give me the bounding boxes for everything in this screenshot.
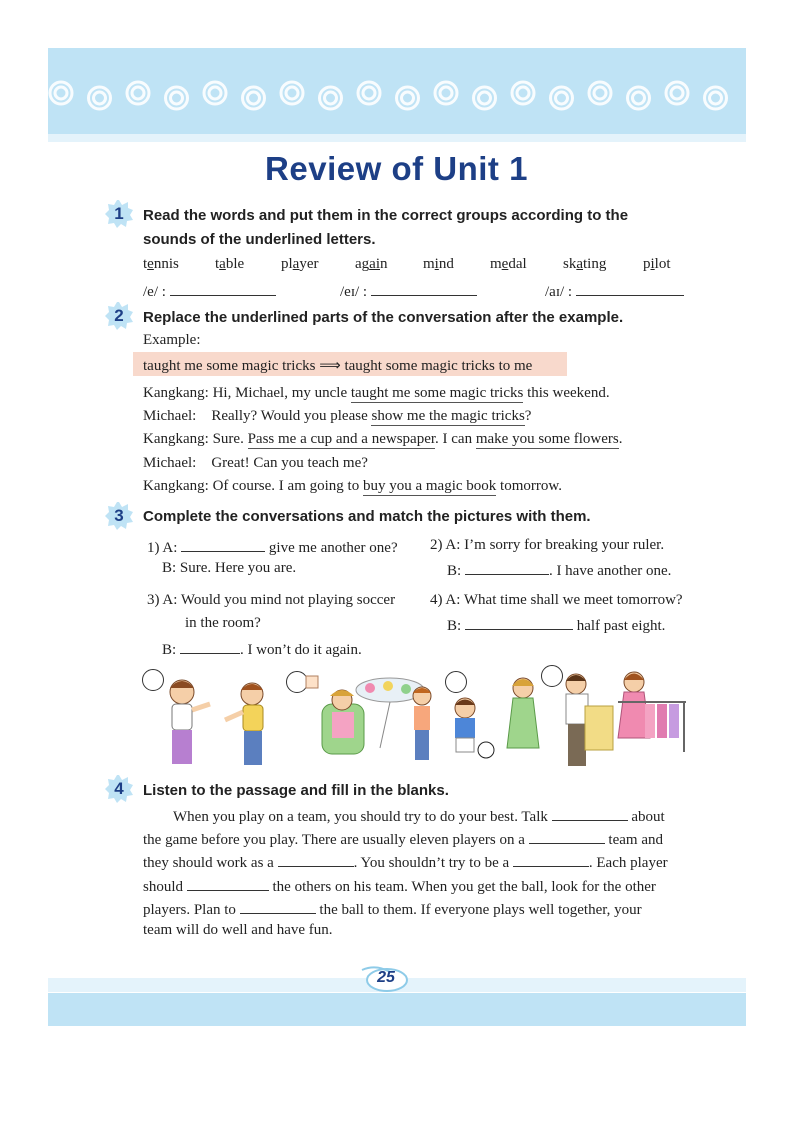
section-3-number: 3 [114,506,124,525]
passage-line-5 [143,899,642,919]
passage-blank-5[interactable] [187,876,269,891]
ring-decoration [358,82,380,104]
conv-1-b: B: Sure. Here you are. [162,560,297,576]
word-tennis: tennis [143,256,179,272]
passage-line-6: team will do well and have fun. [143,922,333,938]
ring-decoration [402,92,414,104]
underlined-phrase: show me the magic tricks [371,408,525,424]
ring-decoration [512,82,534,104]
picture-2-flowers [306,676,431,760]
conv-4-a: 4) A: What time shall we meet tomorrow? [430,592,683,608]
group-ai-label: /aɪ/ : [545,284,573,300]
passage-text: the others on his team. When you get the ball, look for the other [272,879,656,895]
ring-decoration [440,87,452,99]
ring-decoration [209,87,221,99]
passage-text: When you play on a team, you should try to do your best. Talk [173,809,548,825]
dialogue-text: Hi, Michael, my uncle [212,385,351,401]
conv-label: B: [447,563,462,579]
ring-decoration [132,87,144,99]
ring-decoration [89,87,111,109]
group-e [143,281,276,301]
dialogue-line-4 [143,455,368,472]
word-mind: mind [423,256,454,272]
section-1-badge [104,199,134,229]
word-again: again [355,256,388,272]
group-ai-blank[interactable] [576,281,684,296]
conv-4-b [447,615,665,635]
ring-decoration [55,87,67,99]
dialogue-line-2 [143,408,531,425]
conv-4-blank[interactable] [465,615,573,630]
ring-decoration [628,87,650,109]
passage-text: should [143,879,184,895]
underlined-phrase: make you some flowers [475,431,619,447]
conv-text: . I won’t do it again. [239,642,362,658]
passage-line-1 [173,806,665,826]
passage-line-3 [143,852,668,872]
page-number-badge [360,964,412,994]
passage-line-2 [143,829,663,849]
conv-text: give me another one? [268,540,398,556]
conv-text: half past eight. [576,618,666,634]
picture-3-soccer [455,678,539,758]
passage-text: . You shouldn’t try to be a [353,855,510,871]
passage-text: players. Plan to [143,902,236,918]
ring-decoration [479,92,491,104]
passage-line-4 [143,876,656,896]
section-2-badge [104,301,134,331]
passage-text: the ball to them. If everyone plays well together, your [319,902,642,918]
passage-blank-6[interactable] [240,899,316,914]
ring-decoration [243,87,265,109]
section-2-number: 2 [114,306,124,325]
speaker: Kangkang: [143,431,209,447]
dialogue-text: . I can [435,431,476,447]
underlined-phrase: buy you a magic book [362,478,497,494]
ring-decoration [286,87,298,99]
group-ai [545,281,684,301]
word-medal: medal [490,256,527,272]
ring-decoration [671,87,683,99]
dialogue-text: Really? Would you please [211,408,372,424]
underlined-phrase: taught me some magic tricks [350,385,524,401]
ring-decoration [551,87,573,109]
conv-2-a: 2) A: I’m sorry for breaking your ruler. [430,537,665,553]
ring-decoration [435,82,457,104]
group-e-blank[interactable] [170,281,276,296]
picture-1-boys [170,680,263,765]
illustrations [140,662,700,774]
conv-3-b [162,639,362,659]
section-4-number: 4 [114,779,124,798]
dialogue-text: this weekend. [523,385,610,401]
speaker: Kangkang: [143,478,209,494]
section-3-badge [104,501,134,531]
section-1-number: 1 [114,204,124,223]
ring-decoration [248,92,260,104]
speaker: Michael: [143,455,197,471]
ring-decoration [594,87,606,99]
passage-text: they should work as a [143,855,274,871]
section-1-heading-line2: sounds of the underlined letters. [143,231,376,248]
conv-label: B: [447,618,462,634]
ring-decoration [710,92,722,104]
ring-decoration [94,92,106,104]
dialogue-text: ? [524,408,532,424]
section-1-heading-line1: Read the words and put them in the correct groups according to the [143,207,629,224]
picture-4-shopping [566,672,686,766]
dialogue-text: tomorrow. [496,478,562,494]
conv-3-a: 3) A: Would you mind not playing soccer [147,592,396,608]
group-ei [340,281,477,301]
ring-decoration [281,82,303,104]
header-strip [48,134,746,142]
ring-decoration [127,82,149,104]
page-title: Review of Unit 1 [265,150,528,187]
ring-decoration [204,82,226,104]
passage-blank-1[interactable] [552,806,628,821]
conv-2-blank[interactable] [465,560,549,575]
conv-1-a [147,537,398,557]
passage-blank-3[interactable] [278,852,354,867]
ring-decoration [474,87,496,109]
dialogue-line-3 [143,431,622,448]
ring-decoration [50,82,72,104]
conv-label: B: [162,642,177,658]
group-ei-label: /eɪ/ : [340,284,368,300]
conv-2-b [447,560,671,580]
speaker: Kangkang: [143,385,209,401]
section-4-badge [104,774,134,804]
underlined-phrase: Pass me a cup and a newspaper [247,431,436,447]
ring-decoration [666,82,688,104]
footer-band [48,993,746,1026]
word-skating: skating [563,256,607,272]
conv-label: 1) A: [147,540,178,556]
conv-3-blank[interactable] [180,639,240,654]
passage-text: team and [608,832,663,848]
example-label: Example: [143,332,201,348]
group-ei-blank[interactable] [371,281,477,296]
ring-decoration [171,92,183,104]
ring-decoration [556,92,568,104]
passage-blank-4[interactable] [513,852,589,867]
ring-decoration [705,87,727,109]
page-number: 25 [377,969,395,986]
ring-decoration [589,82,611,104]
word-player: player [281,256,319,272]
ring-decoration [363,87,375,99]
header-band [48,48,746,134]
passage-text: about [631,809,665,825]
passage-text: . Each player [588,855,668,871]
section-3-heading: Complete the conversations and match the pictures with them. [143,508,591,525]
dialogue-text: Sure. [212,431,248,447]
ring-decoration [166,87,188,109]
ring-pattern-decoration [48,48,746,134]
dialogue-line-1 [143,385,610,402]
conv-1-blank[interactable] [181,537,265,552]
conv-3-a2: in the room? [185,615,261,631]
ring-decoration [325,92,337,104]
passage-text: the game before you play. There are usually eleven players on a [143,832,525,848]
section-2-heading: Replace the underlined parts of the conversation after the example. [143,309,624,326]
dialogue-text: Great! Can you teach me? [211,455,368,471]
ring-decoration [320,87,342,109]
ring-decoration [517,87,529,99]
example-text: taught me some magic tricks ⟹ taught some magic tricks to me [143,358,533,374]
passage-blank-2[interactable] [529,829,605,844]
ring-decoration [397,87,419,109]
dialogue-text: . [618,431,623,447]
group-e-label: /e/ : [143,284,166,300]
dialogue-text: Of course. I am going to [212,478,363,494]
conv-text: . I have another one. [548,563,672,579]
word-table: table [215,256,245,272]
dialogue-line-5 [143,478,562,495]
word-pilot: pilot [643,256,671,272]
ring-decoration [633,92,645,104]
speaker: Michael: [143,408,197,424]
section-4-heading: Listen to the passage and fill in the blanks. [143,782,449,799]
